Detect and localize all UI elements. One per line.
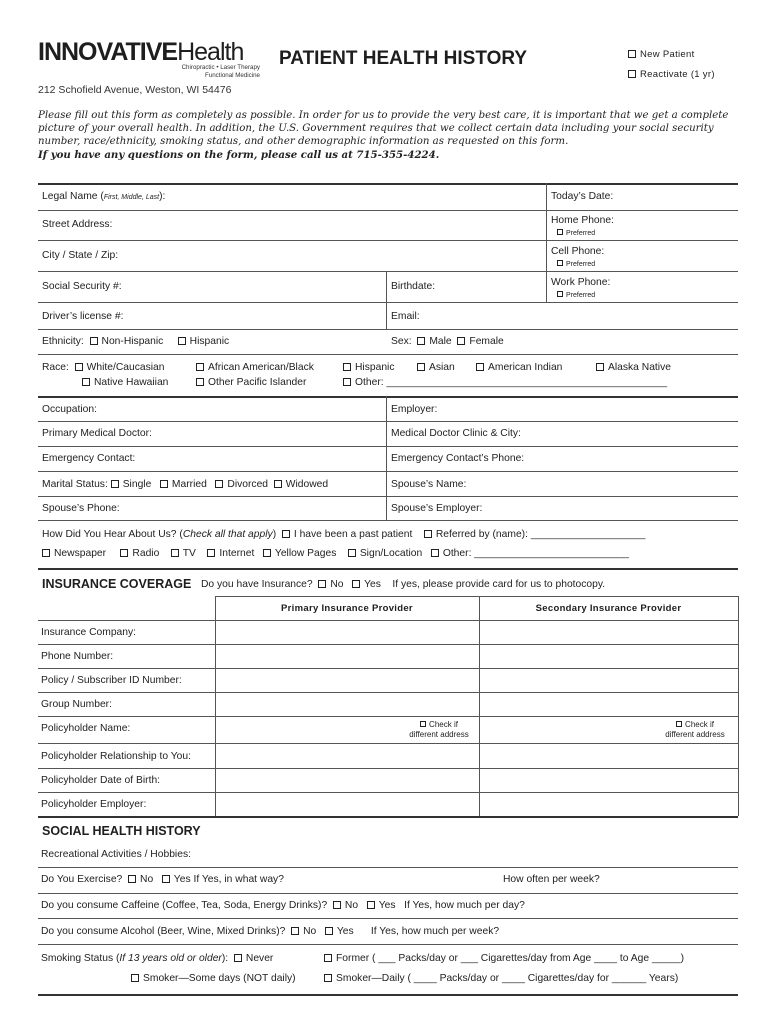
checkbox-icon[interactable] [417,337,425,345]
secondary-diff-address-checkbox[interactable]: Check if different address [665,720,725,739]
ins-row-employer[interactable]: Policyholder Employer: [41,799,147,810]
referral-question: How Did You Hear About Us? (Check all that apply) I have been a past patient Referred by (name): ____________________ [42,529,646,540]
checkbox-icon[interactable] [628,70,636,78]
spouse-name-field[interactable]: Spouse’s Name: [391,479,467,490]
caffeine-row: Do you consume Caffeine (Coffee, Tea, Soda, Energy Drinks)? No Yes If Yes, how much per day? [41,900,525,911]
clinic-address: 212 Schofield Avenue, Weston, WI 54476 [38,84,232,96]
secondary-provider-header: Secondary Insurance Provider [535,603,682,614]
social-heading: SOCIAL HEALTH HISTORY [42,824,201,838]
ethnicity-row: Ethnicity: Non-Hispanic Hispanic [42,336,230,347]
checkbox-icon[interactable] [457,337,465,345]
exercise-frequency-field[interactable]: How often per week? [503,874,600,885]
checkbox-icon[interactable] [90,337,98,345]
checkbox-icon[interactable] [628,50,636,58]
reactivate-checkbox[interactable]: Reactivate (1 yr) [628,69,715,80]
drivers-license-field[interactable]: Driver’s license #: [42,311,124,322]
primary-diff-address-checkbox[interactable]: Check if different address [409,720,469,739]
cell-phone-field[interactable]: Cell Phone: [551,246,605,257]
primary-doctor-field[interactable]: Primary Medical Doctor: [42,428,152,439]
new-patient-checkbox[interactable]: New Patient [628,49,695,60]
employer-field[interactable]: Employer: [391,404,438,415]
race-other-field[interactable]: Other: _________________________________________________ [343,377,667,388]
primary-provider-header: Primary Insurance Provider [281,603,413,614]
spouse-employer-field[interactable]: Spouse’s Employer: [391,503,483,514]
sex-row: Sex: Male Female [391,336,504,347]
insurance-heading: INSURANCE COVERAGE [42,577,192,591]
recreational-field[interactable]: Recreational Activities / Hobbies: [41,849,191,860]
marital-status-row: Marital Status: Single Married Divorced Widowed [42,479,329,490]
company-logo: INNOVATIVEHealth [38,38,244,66]
ins-row-relationship[interactable]: Policyholder Relationship to You: [41,751,191,762]
street-address-field[interactable]: Street Address: [42,219,113,230]
ins-row-dob[interactable]: Policyholder Date of Birth: [41,775,161,786]
ins-row-company[interactable]: Insurance Company: [41,627,137,638]
insurance-question: Do you have Insurance? No Yes If yes, please provide card for us to photocopy. [201,579,606,590]
work-phone-field[interactable]: Work Phone: [551,277,611,288]
exercise-row: Do You Exercise? No Yes If Yes, in what way? [41,874,284,885]
home-phone-field[interactable]: Home Phone: [551,215,614,226]
checkbox-icon[interactable] [178,337,186,345]
city-state-zip-field[interactable]: City / State / Zip: [42,250,119,261]
smoking-some-days: Smoker—Some days (NOT daily) [131,973,296,984]
referral-options: Newspaper Radio TV Internet Yellow Pages Sign/Location Other: ___________________________ [42,548,629,559]
ins-row-phone[interactable]: Phone Number: [41,651,114,662]
intro-text: Please fill out this form as completely as possible. In order for us to provide the very best care, it is important that we get a complete picture of your overall health. In addition, the U.S. Government requires that we collect certain data including your social security number, race/ethnicity, smoking status, and other demographic information as requested on this form. If you have any questions on the form, please call us at 715-355-4224. [38,110,729,161]
todays-date-field[interactable]: Today’s Date: [551,191,614,202]
smoking-label: Smoking Status (If 13 years old or older): Never [41,953,274,964]
alcohol-row: Do you consume Alcohol (Beer, Wine, Mixed Drinks)? No Yes If Yes, how much per week? [41,926,500,937]
ssn-field[interactable]: Social Security #: [42,281,122,292]
smoking-daily: Smoker—Daily ( ____ Packs/day or ____ Cigarettes/day for ______ Years) [324,973,678,984]
ins-row-policy-id[interactable]: Policy / Subscriber ID Number: [41,675,182,686]
emergency-phone-field[interactable]: Emergency Contact’s Phone: [391,453,525,464]
race-row: Race: White/Caucasian [42,362,165,373]
home-phone-preferred[interactable]: Preferred [557,229,595,237]
page-title: PATIENT HEALTH HISTORY [279,48,528,69]
clinic-city-field[interactable]: Medical Doctor Clinic & City: [391,428,521,439]
work-phone-preferred[interactable]: Preferred [557,291,595,299]
logo-tagline: Chiropractic • Laser Therapy Functional Medicine [181,64,260,79]
smoking-former: Former ( ___ Packs/day or ___ Cigarettes/day from Age ____ to Age _____) [324,953,684,964]
ins-row-policyholder[interactable]: Policyholder Name: [41,723,131,734]
cell-phone-preferred[interactable]: Preferred [557,260,595,268]
spouse-phone-field[interactable]: Spouse’s Phone: [42,503,120,514]
legal-name-field[interactable]: Legal Name (First, Middle, Last): [42,191,166,202]
birthdate-field[interactable]: Birthdate: [391,281,436,292]
ins-row-group[interactable]: Group Number: [41,699,112,710]
occupation-field[interactable]: Occupation: [42,404,97,415]
emergency-contact-field[interactable]: Emergency Contact: [42,453,136,464]
email-field[interactable]: Email: [391,311,420,322]
